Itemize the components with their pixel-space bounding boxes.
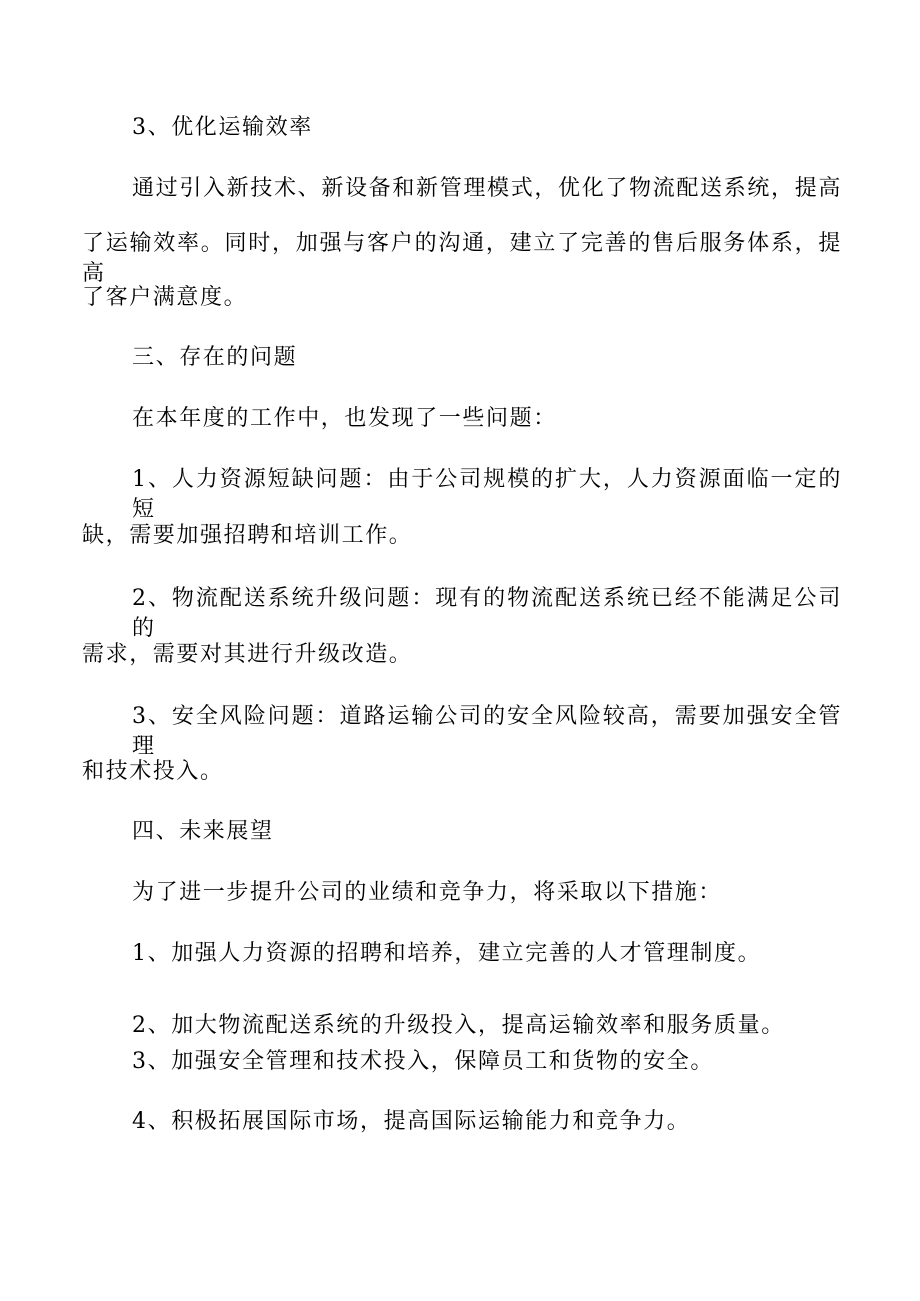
paragraph-line: 在本年度的工作中，也发现了一些问题： [132,406,557,431]
list-item-line: 1、人力资源短缺问题：由于公司规模的扩大，人力资源面临一定的短 [132,467,842,522]
list-item-line: 2、物流配送系统升级问题：现有的物流配送系统已经不能满足公司的 [132,586,842,641]
list-item-line: 3、加强安全管理和技术投入，保障员工和货物的安全。 [132,1049,714,1074]
paragraph-line: 了运输效率。同时，加强与客户的沟通，建立了完善的售后服务体系，提高 [82,231,842,286]
heading-future-outlook: 四、未来展望 [132,819,274,844]
paragraph-line: 通过引入新技术、新设备和新管理模式，优化了物流配送系统，提高 [132,176,842,201]
list-item-line: 和技术投入。 [82,759,224,784]
heading-existing-problems: 三、存在的问题 [132,345,298,370]
list-item-line: 缺，需要加强招聘和培训工作。 [82,523,413,548]
list-item-line: 4、积极拓展国际市场，提高国际运输能力和竞争力。 [132,1109,691,1134]
list-item-line: 3、安全风险问题：道路运输公司的安全风险较高，需要加强安全管理 [132,704,842,759]
paragraph-line: 了客户满意度。 [82,285,248,310]
list-item-line: 2、加大物流配送系统的升级投入，提高运输效率和服务质量。 [132,1013,785,1038]
heading-optimize-efficiency: 3、优化运输效率 [132,115,313,140]
paragraph-line: 为了进一步提升公司的业绩和竞争力，将采取以下措施： [132,880,723,905]
list-item-line: 1、加强人力资源的招聘和培养，建立完善的人才管理制度。 [132,941,762,966]
list-item-line: 需求，需要对其进行升级改造。 [82,642,413,667]
